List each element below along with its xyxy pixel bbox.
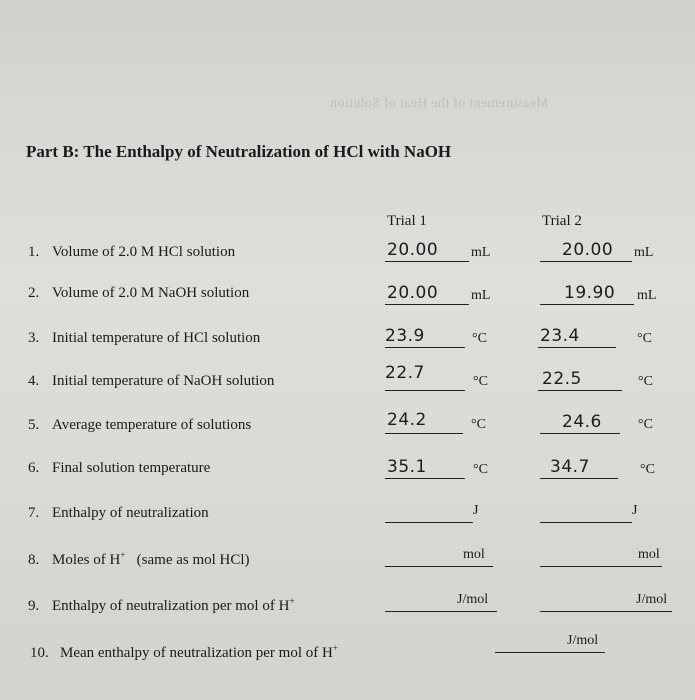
unit-label: J — [473, 503, 479, 518]
unit-label: °C — [640, 462, 655, 477]
trial-2-value: 24.6 — [562, 412, 602, 432]
page-title: Part B: The Enthalpy of Neutralization of HCl with NaOH — [26, 142, 452, 161]
trial-1-field[interactable] — [385, 499, 495, 523]
row-label: 1. Volume of 2.0 M HCl solution — [28, 244, 236, 260]
row-label: 10. Mean enthalpy of neutralization per mol of H+ — [30, 643, 338, 661]
trial-1-field[interactable] — [385, 455, 495, 479]
unit-label: J/mol — [567, 633, 599, 648]
row-naoh-initial-temp — [0, 363, 695, 397]
row-enthalpy — [0, 499, 695, 529]
row-label: 4. Initial temperature of NaOH solution — [28, 373, 275, 389]
trial-1-field[interactable] — [385, 238, 495, 262]
unit-label: J — [632, 503, 638, 518]
unit-label: mL — [471, 245, 491, 260]
unit-label: mol — [463, 547, 485, 562]
trial-1-header: Trial 1 — [387, 213, 427, 229]
row-label: 9. Enthalpy of neutralization per mol of H+ — [28, 596, 295, 614]
unit-label: mL — [637, 288, 657, 303]
trial-2-field[interactable] — [540, 588, 680, 612]
row-label: 3. Initial temperature of HCl solution — [28, 330, 261, 346]
unit-label: mol — [638, 547, 660, 562]
row-label: 7. Enthalpy of neutralization — [28, 505, 209, 521]
trial-2-value: 20.00 — [562, 240, 614, 260]
trial-2-field[interactable] — [540, 281, 665, 305]
unit-label: °C — [473, 374, 488, 389]
row-final-temp — [0, 455, 695, 485]
trial-2-field[interactable] — [540, 499, 665, 523]
unit-label: mL — [634, 245, 654, 260]
row-moles — [0, 543, 695, 573]
row-mean-enthalpy — [0, 633, 695, 667]
row-hcl-volume — [0, 238, 695, 268]
trial-1-field[interactable] — [385, 410, 495, 434]
unit-label: °C — [473, 462, 488, 477]
trial-2-field[interactable] — [540, 238, 660, 262]
unit-label: °C — [638, 417, 653, 432]
row-label: 5. Average temperature of solutions — [28, 417, 252, 433]
unit-label: °C — [472, 331, 487, 346]
trial-2-field[interactable] — [540, 543, 665, 567]
trial-1-field[interactable] — [385, 324, 495, 348]
trial-1-field[interactable] — [385, 281, 495, 305]
row-average-temp — [0, 410, 695, 440]
row-naoh-volume — [0, 281, 695, 311]
trial-1-value: 23.9 — [385, 326, 425, 346]
trial-2-field[interactable] — [540, 410, 665, 434]
trial-2-field[interactable] — [538, 324, 663, 348]
trial-2-field[interactable] — [538, 367, 663, 391]
unit-label: °C — [471, 417, 486, 432]
trial-1-value: 20.00 — [387, 283, 439, 303]
trial-2-value: 34.7 — [550, 457, 590, 477]
unit-label: J/mol — [457, 592, 489, 607]
unit-label: °C — [637, 331, 652, 346]
row-label: 6. Final solution temperature — [28, 460, 211, 476]
row-label: 8. Moles of H+ (same as mol HCl) — [28, 550, 250, 568]
trial-1-field[interactable] — [385, 543, 505, 567]
trial-2-value: 19.90 — [564, 283, 616, 303]
mean-field[interactable] — [495, 629, 625, 653]
trial-1-value: 22.7 — [385, 363, 425, 383]
bleed-through-text: Measurement of the Heat of Solution — [330, 96, 549, 111]
unit-label: °C — [638, 374, 653, 389]
trial-1-value: 20.00 — [387, 240, 439, 260]
trial-2-value: 23.4 — [540, 326, 580, 346]
row-hcl-initial-temp — [0, 324, 695, 354]
trial-2-header: Trial 2 — [542, 213, 582, 229]
trial-2-value: 22.5 — [542, 369, 582, 389]
trial-1-field[interactable] — [385, 588, 515, 612]
trial-2-field[interactable] — [540, 455, 665, 479]
unit-label: mL — [471, 288, 491, 303]
row-enthalpy-per-mol — [0, 588, 695, 618]
trial-1-value: 24.2 — [387, 410, 427, 430]
unit-label: J/mol — [636, 592, 668, 607]
trial-1-value: 35.1 — [387, 457, 427, 477]
row-label: 2. Volume of 2.0 M NaOH solution — [28, 285, 250, 301]
trial-1-field[interactable] — [385, 363, 495, 391]
